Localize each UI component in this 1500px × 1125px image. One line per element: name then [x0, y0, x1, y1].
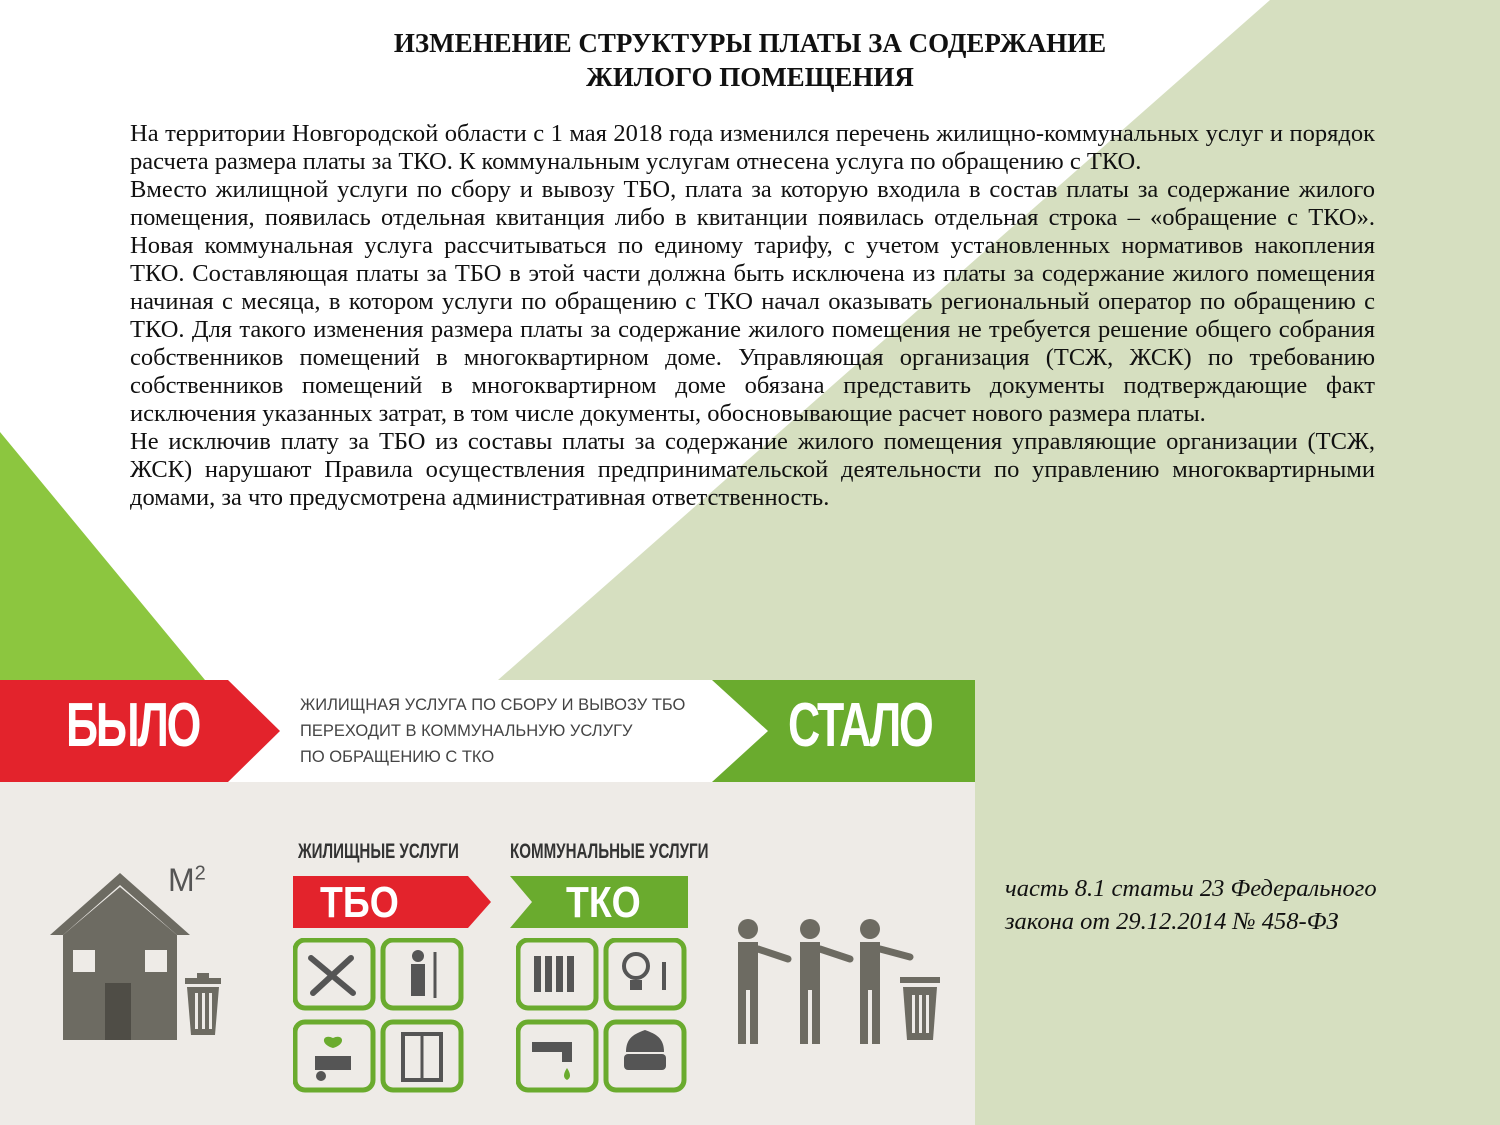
tools-icon — [295, 940, 373, 1008]
people-trash-bin-icon — [900, 977, 940, 1040]
legal-reference-line1: часть 8.1 статьи 23 Федерального — [1005, 875, 1377, 902]
area-unit-letter: М — [168, 862, 195, 898]
transition-text-line2: ПЕРЕХОДИТ В КОММУНАЛЬНУЮ УСЛУГУ — [300, 722, 633, 740]
tko-label: ТКО — [566, 878, 641, 927]
transition-text-line3: ПО ОБРАЩЕНИЮ С ТКО — [300, 748, 495, 766]
tbo-label: ТБО — [320, 878, 399, 927]
transition-text — [300, 692, 685, 770]
transition-text-line1: ЖИЛИЩНАЯ УСЛУГА ПО СБОРУ И ВЫВОЗУ ТБО — [300, 696, 686, 714]
communal-service-icons — [516, 938, 688, 1098]
page-title-line2: ЖИЛОГО ПОМЕЩЕНИЯ — [586, 62, 914, 92]
communal-services-label: КОММУНАЛЬНЫЕ УСЛУГИ — [510, 840, 709, 863]
radiator-icon — [518, 940, 596, 1008]
paragraph-2: Вместо жилищной услуги по сбору и вывозу ТБО, плата за которую входила в состав платы за содержание жилого помещения, появилась отдельная квитанция либо в квитанции появилась отдельная строка – «обращение с ТКО». Новая коммунальная услуга рассчитываться по единому тарифу, с учетом установленных нормативов накопления ТКО. Составляющая платы за ТБО в этой части должна быть исключена из платы за содержание жилого помещения начиная с месяца, в котором услуги по обращению с ТКО начал оказывать региональный оператор по обращению с ТКО. Для такого изменения размера платы за содержание жилого помещения не требуется решение общего собрания собственников помещений в многоквартирном доме. Управляющая организация (ТСЖ, ЖСК) по требованию собственников помещений в многоквартирном доме обязана представить документы подтверждающие факт исключения указанных затрат, в том числе документы, обосновывающие расчет нового размера платы. — [130, 176, 1375, 427]
area-unit — [168, 862, 206, 899]
people-trash-icon — [718, 915, 948, 1050]
after-label: СТАЛО — [788, 691, 932, 760]
trash-bin-icon — [185, 973, 221, 1035]
main-text — [130, 120, 1375, 512]
lightbulb-plug-icon — [606, 940, 684, 1008]
page-title-line1: ИЗМЕНЕНИЕ СТРУКТУРЫ ПЛАТЫ ЗА СОДЕРЖАНИЕ — [393, 28, 1107, 58]
janitor-icon — [383, 940, 461, 1008]
legal-reference-line2: закона от 29.12.2014 № 458-ФЗ — [1005, 908, 1339, 935]
water-tap-icon — [518, 1022, 596, 1090]
gardening-icon — [295, 1022, 373, 1090]
before-label: БЫЛО — [66, 691, 200, 760]
page-title — [250, 26, 1250, 94]
area-unit-exponent: 2 — [194, 862, 206, 885]
housing-services-label: ЖИЛИЩНЫЕ УСЛУГИ — [298, 840, 459, 863]
paragraph-3: Не исключив плату за ТБО из составы платы за содержание жилого помещения управляющие организации (ТСЖ, ЖСК) нарушают Правила осуществления предпринимательской деятельности по управлению многоквартирными домами, за что предусмотрена административная ответственность. — [130, 428, 1375, 511]
infographic — [0, 680, 975, 1125]
housing-service-icons — [293, 938, 465, 1098]
legal-reference — [1005, 872, 1485, 938]
gas-burner-icon — [606, 1022, 684, 1090]
elevator-icon — [383, 1022, 461, 1090]
paragraph-1: На территории Новгородской области с 1 мая 2018 года изменился перечень жилищно-коммунальных услуг и порядок расчета размера платы за ТКО. К коммунальным услугам отнесена услуга по обращению с ТКО. — [130, 120, 1375, 175]
